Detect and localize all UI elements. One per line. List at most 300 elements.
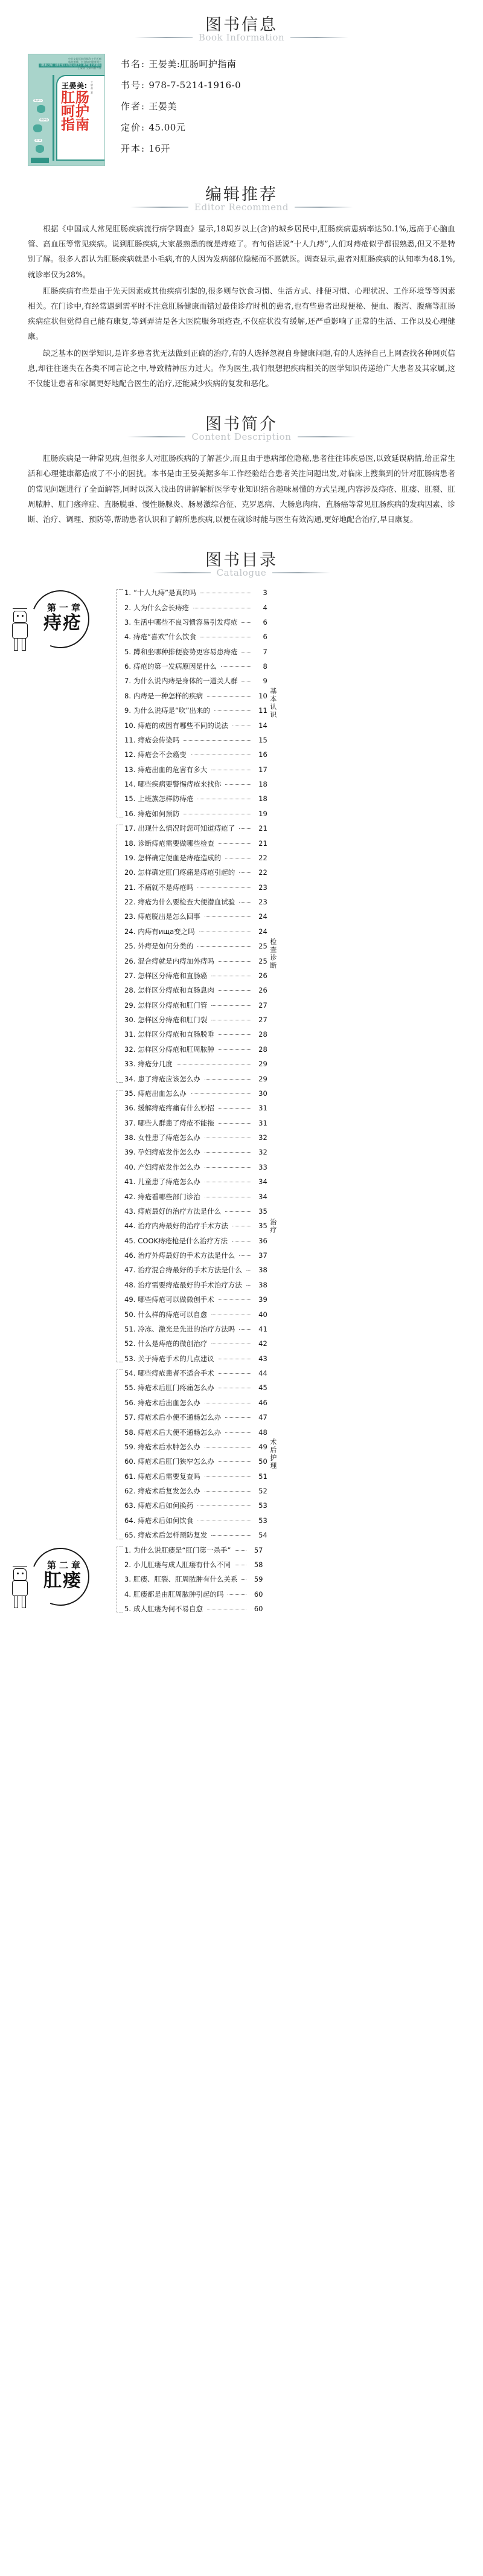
toc-item-title: 生活中哪些不良习惯容易引发痔疮 (133, 617, 238, 626)
toc-item-leader (219, 843, 251, 844)
toc-item[interactable] (124, 1130, 267, 1145)
toc-item-number: 39. (124, 1148, 136, 1157)
toc-item[interactable] (124, 1027, 267, 1042)
toc-item-leader (205, 1167, 251, 1168)
toc-item-title: 怎样区分痔疮和肛周脓肿 (138, 1045, 214, 1054)
editor-paragraph: 缺乏基本的医学知识,是许多患者犹无法做到正确的治疗,有的人选择忽视自身健康问题,有的人选择自己上网查找各种网页信息,却往往迷失在各类不同言论之中,导致精神压力过大。作为医生,我们很想把疾病相关的医学知识传递给广大患者及其家属,这不仅能让患者和家属更好地配合医生的治疗,还能减少疾病的复发和恶化。 (28, 348, 455, 388)
toc-item-page: 7 (263, 647, 267, 656)
divider-left (130, 207, 188, 208)
toc-item-page: 43 (258, 1354, 267, 1363)
toc-item-page: 33 (258, 1162, 267, 1171)
toc-item-title: 怎样确定便血是痔疮造成的 (138, 853, 222, 862)
toc-item[interactable] (124, 968, 267, 983)
chapter-badge (0, 585, 106, 657)
cover-credit-1: 中日友好医院肛肠科主任医师 (68, 57, 101, 61)
toc-item[interactable] (124, 1484, 267, 1498)
toc-item-title: 外痔是如何分类的 (138, 942, 194, 951)
toc-item-leader (239, 828, 251, 829)
toc-item[interactable] (124, 1322, 267, 1336)
toc-item-page: 53 (258, 1516, 267, 1525)
toc-item-number: 5. (124, 647, 131, 656)
toc-item-title: 出现什么情况时您可知道痔疮了 (138, 824, 235, 833)
toc-item[interactable] (124, 659, 267, 674)
toc-item-leader (235, 1550, 246, 1551)
toc-item-page: 36 (258, 1236, 267, 1245)
toc-item-number: 26. (124, 956, 136, 965)
toc-entries (124, 1086, 267, 1366)
toc-item-number: 37. (124, 1118, 136, 1127)
editor-recommend-body (0, 217, 483, 399)
chapter-number: 第一章 (47, 602, 84, 614)
toc-item-number: 45. (124, 1236, 136, 1245)
book-cover-image (28, 54, 105, 166)
book-field-label-0: 书名: (121, 59, 146, 70)
divider-right (290, 37, 348, 38)
toc-item[interactable] (124, 1440, 267, 1454)
toc-item-title: 痔疮术后肛门疼痛怎么办 (138, 1383, 214, 1393)
toc-item[interactable] (124, 1351, 267, 1366)
toc-item-leader (219, 1108, 251, 1109)
toc-item-number: 15. (124, 794, 136, 803)
toc-item-title: 什么样的痔疮可以自愈 (138, 1310, 208, 1319)
toc-item-title: 痔疮为什么要检查大便潜血试验 (138, 898, 235, 907)
toc-item-leader (221, 666, 251, 667)
toc-group (109, 821, 280, 1086)
toc-item-page: 32 (258, 1133, 267, 1142)
toc-item-title: 痔疮术后需要复查吗 (138, 1472, 200, 1481)
toc-item[interactable] (124, 1366, 267, 1380)
section-header-catalogue (0, 535, 483, 583)
toc-item-number: 36. (124, 1104, 136, 1113)
toc-item-page: 26 (258, 986, 267, 995)
toc-item[interactable] (124, 1145, 267, 1159)
toc-item-page: 15 (258, 735, 267, 744)
section-header-editor (0, 170, 483, 217)
toc-item[interactable] (124, 1101, 267, 1115)
cover-bubble-3: 肛门痒 (36, 139, 42, 142)
toc-item-leader (239, 902, 251, 903)
toc-item-leader (219, 1461, 251, 1462)
cover-bubble-2: 痔疮咋治 (40, 118, 48, 121)
toc-item-number: 43. (124, 1206, 136, 1216)
toc-item-title: 痔疮术后怎样预防复发 (138, 1531, 208, 1540)
chapter-badge (0, 1543, 106, 1614)
toc-item[interactable] (124, 1425, 267, 1440)
toc-item-title: 怎样区分痔疮和直肠息肉 (138, 986, 214, 995)
toc-item-leader (197, 1505, 251, 1506)
toc-item[interactable] (124, 1307, 267, 1322)
toc-item-number: 57. (124, 1413, 136, 1422)
toc-item-title: 治疗外痔最好的手术方法是什么 (138, 1251, 235, 1260)
toc-item[interactable] (124, 1086, 267, 1101)
toc-item[interactable] (124, 1116, 267, 1130)
section-title-en: Book Information (198, 32, 285, 43)
toc-entries (124, 585, 267, 821)
toc-item-title: 痔疮术后出血怎么办 (138, 1398, 200, 1407)
toc-item[interactable] (124, 1219, 267, 1233)
toc-item-number: 62. (124, 1487, 136, 1496)
toc-item[interactable] (124, 1190, 267, 1204)
toc-item-title: 混合痔就是内痔加外痔吗 (138, 956, 214, 965)
toc-item-title: 人为什么会长痔疮 (133, 603, 189, 612)
toc-item-leader (239, 1255, 251, 1256)
toc-item-number: 38. (124, 1133, 136, 1142)
toc-item[interactable] (124, 1454, 267, 1469)
toc-item-number: 7. (124, 677, 131, 686)
toc-group (109, 1086, 280, 1366)
toc-item-title: 孕妇痔疮发作怎么办 (138, 1148, 200, 1157)
toc-item[interactable] (124, 1057, 267, 1071)
divider-right (295, 207, 353, 208)
toc-item[interactable] (124, 1410, 267, 1425)
toc-item-page: 27 (258, 1016, 267, 1025)
toc-item-title: 痔疮“喜欢”什么饮食 (133, 633, 196, 642)
toc-item-number: 25. (124, 942, 136, 951)
toc-item-title: 治疗内痔最好的治疗手术方法 (138, 1222, 228, 1231)
toc-item-page: 18 (258, 794, 267, 803)
toc-item-number: 35. (124, 1089, 136, 1098)
book-field-label-2: 作者: (121, 101, 146, 112)
toc-item-page: 34 (258, 1177, 267, 1187)
toc-item[interactable] (124, 733, 267, 747)
toc-item-number: 33. (124, 1060, 136, 1069)
toc-item-number: 3. (124, 617, 131, 626)
toc-item-number: 55. (124, 1383, 136, 1393)
toc-item-title: 痔疮的成因有哪些不同的说法 (138, 721, 228, 730)
section-header-content (0, 399, 483, 447)
toc-item[interactable] (124, 998, 267, 1013)
toc-item-title: 痔疮看哪些部门诊治 (138, 1192, 200, 1201)
toc-item-leader (205, 1079, 251, 1080)
toc-item-page: 4 (263, 603, 267, 612)
toc-item-number: 31. (124, 1030, 136, 1039)
toc-item-page: 35 (258, 1206, 267, 1216)
toc-item-title: “十人九痔”是真的吗 (133, 588, 196, 597)
cover-figure-3 (36, 145, 44, 153)
toc-item-page: 14 (258, 721, 267, 730)
section-title-cn: 编辑推荐 (205, 185, 278, 205)
toc-item[interactable] (124, 865, 267, 880)
book-field-value-0: 王晏美:肛肠呵护指南 (149, 59, 237, 70)
chapter-number: 第二章 (47, 1559, 84, 1571)
toc-item-page: 53 (258, 1501, 267, 1510)
toc-item-leader (228, 1594, 246, 1595)
toc-item[interactable] (124, 1042, 267, 1057)
toc-item-leader (246, 1285, 251, 1286)
editor-paragraph: 根据《中国成人常见肛肠疾病流行病学调查》显示,18周岁以上(含)的城乡居民中,肛肠疾病患病率达50.1%,远高于心脑血管、高血压等常见疾病。说到肛肠疾病,大家最熟悉的就是痔疮了。有句俗话说“十人九痔”,人们对痔疮似乎都很熟悉,但又不是特别了解。很多人都认为肛肠疾病就是小毛病,有的人因为发病部位隐秘而不愿就医。调查显示,患者对肛肠疾病的认知率为48.1%,就诊率仅为28%。 (28, 224, 455, 279)
toc-item[interactable] (124, 630, 267, 644)
toc-item[interactable] (124, 836, 267, 851)
toc-item-title: 诊断痔疮需要做哪些检查 (138, 839, 214, 848)
toc-item[interactable] (124, 1380, 267, 1395)
toc-item-title: 痔疮术后如何饮食 (138, 1516, 194, 1525)
toc-item-title: 冷冻、激光是先进的治疗方法吗 (138, 1324, 235, 1333)
cover-credit-4: 王晏美 全新科普力作 (77, 66, 101, 70)
cover-figure-2 (33, 124, 42, 132)
cover-white-panel (56, 75, 105, 161)
toc-item-page: 45 (258, 1383, 267, 1393)
divider-left (127, 436, 185, 437)
toc-item-page: 40 (258, 1310, 267, 1319)
toc-item[interactable] (124, 791, 267, 806)
toc-item[interactable] (124, 601, 267, 615)
toc-item[interactable] (124, 924, 267, 939)
toc-item[interactable] (124, 807, 267, 821)
section-subtitle-row (0, 202, 483, 213)
toc-item-leader (205, 916, 251, 917)
toc-group-label-text: 治疗 (269, 1218, 277, 1234)
kid-illustration-icon (11, 611, 34, 651)
chapter-toc-column (106, 1543, 275, 1617)
toc-item-page: 8 (263, 662, 267, 671)
chapter-row (0, 1543, 275, 1617)
toc-item[interactable] (124, 1602, 263, 1616)
toc-bracket (109, 585, 124, 821)
toc-item[interactable] (124, 821, 267, 836)
toc-item-number: 58. (124, 1428, 136, 1437)
toc-item-page: 24 (258, 912, 267, 921)
toc-item-title: 产妇痔疮发作怎么办 (138, 1162, 200, 1171)
content-paragraph: 肛肠疾病是一种常见病,但很多人对肛肠疾病的了解甚少,而且由于患病部位隐秘,患者往往讳疾忌医,以致延误病情,给正常生活和心理健康都造成了不小的困扰。本书是由王晏美据多年工作经验结合患者关注问题出发,对临床上搜集到的针对肛肠病患者的常见问题进行了全面解答,同时以深入浅出的讲解解析医学专业知识结合趣味易懂的方式呈现,内容涉及痔疮、肛瘘、肛裂、肛周脓肿、肛门瘙痒症、直肠脱垂、慢性肠腺炎、肠易激综合征、克罗恩病、大肠息肉病、直肠癌等常见肛肠疾病的发病因素、诊断、治疗、调理、预防等,帮助患者认识和了解所患疾病,以便在就诊时能与医生有效沟通,更好地配合治疗,早日康复。 (28, 454, 455, 524)
book-field-3 (121, 123, 241, 132)
toc-item[interactable] (124, 1469, 267, 1484)
toc-item-leader (225, 1211, 251, 1212)
toc-item-number: 5. (124, 1605, 131, 1614)
toc-item[interactable] (124, 1513, 267, 1528)
toc-item[interactable] (124, 1543, 263, 1557)
divider-right (272, 572, 330, 573)
toc-item-number: 18. (124, 839, 136, 848)
toc-item-page: 29 (258, 1060, 267, 1069)
cover-credit-2: 新浪微博、抖音知名健康博主 (68, 60, 101, 64)
toc-item-title: 为什么说内痔是身体的一道关人群 (133, 677, 238, 686)
toc-item[interactable] (124, 895, 267, 909)
section-subtitle-row (0, 32, 483, 43)
toc-item-title: 痔疮术后大便不通畅怎么办 (138, 1428, 222, 1437)
toc-item[interactable] (124, 777, 267, 791)
toc-item[interactable] (124, 585, 267, 600)
book-field-value-1: 978-7-5214-1916-0 (149, 80, 242, 91)
book-field-0 (121, 60, 241, 69)
toc-item-number: 17. (124, 824, 136, 833)
toc-item-page: 34 (258, 1192, 267, 1201)
toc-item-title: 儿童患了痔疮怎么办 (138, 1177, 200, 1187)
toc-item-page: 26 (258, 971, 267, 980)
toc-item-number: 22. (124, 898, 136, 907)
toc-item-number: 14. (124, 780, 136, 789)
toc-item[interactable] (124, 1072, 267, 1086)
toc-item-leader (211, 1535, 251, 1536)
toc-item-title: 痔疮术后水肿怎么办 (138, 1442, 200, 1451)
book-field-value-3: 45.00元 (149, 122, 186, 134)
section-title-en: Editor Recommend (194, 202, 289, 213)
toc-group (109, 585, 280, 821)
toc-item-leader (239, 1329, 251, 1330)
toc-item-page: 59 (254, 1575, 263, 1584)
toc-item-number: 20. (124, 868, 136, 877)
toc-item-page: 23 (258, 898, 267, 907)
toc-item-number: 42. (124, 1192, 136, 1201)
section-subtitle-row (0, 431, 483, 442)
toc-item-page: 49 (258, 1442, 267, 1451)
toc-item-number: 40. (124, 1162, 136, 1171)
toc-item-title: 痔疮会不会癌变 (138, 750, 187, 759)
toc-item-leader (205, 1152, 251, 1153)
cover-title-line-2: 呵护 (61, 103, 90, 120)
toc-item-leader (197, 946, 251, 947)
toc-item[interactable] (124, 1498, 267, 1513)
toc-item-leader (219, 990, 251, 991)
toc-item-title: 缓解痔疮疼痛有什么妙招 (138, 1104, 214, 1113)
section-title-cn: 图书信息 (205, 16, 278, 34)
toc-item-title: 成人肛瘘为何不易自愈 (133, 1605, 203, 1614)
toc-item[interactable] (124, 689, 267, 703)
toc-item-number: 12. (124, 750, 136, 759)
toc-item-title: 怎样区分痔疮和肛门管 (138, 1000, 208, 1009)
toc-item-leader (225, 1432, 251, 1433)
toc-item[interactable] (124, 645, 267, 659)
toc-item-title: 痔疮脱出是怎么回事 (138, 912, 200, 921)
toc-item-number: 34. (124, 1074, 136, 1083)
toc-item-number: 63. (124, 1501, 136, 1510)
toc-item-leader (225, 784, 251, 785)
toc-group-label-text: 术后护理 (269, 1438, 277, 1470)
toc-item[interactable] (124, 1557, 263, 1572)
toc-item-number: 21. (124, 883, 136, 892)
toc-item-number: 27. (124, 971, 136, 980)
toc-item[interactable] (124, 703, 267, 718)
cover-top-credits (39, 57, 101, 70)
toc-item-number: 28. (124, 986, 136, 995)
toc-item[interactable] (124, 1248, 267, 1263)
toc-item-title: 怎样区分痔疮和肛门裂 (138, 1016, 208, 1025)
toc-entries (124, 1366, 267, 1543)
toc-item-number: 46. (124, 1251, 136, 1260)
toc-item-number: 47. (124, 1266, 136, 1275)
toc-item-page: 37 (258, 1251, 267, 1260)
toc-item-title: 不痛就不是痔疮吗 (138, 883, 194, 892)
toc-item[interactable] (124, 1528, 267, 1542)
book-field-2 (121, 102, 241, 111)
toc-item[interactable] (124, 674, 267, 688)
toc-item-title: 什么是痔疮的微创治疗 (138, 1339, 208, 1348)
chapter-block (0, 585, 483, 1542)
toc-item-page: 51 (258, 1472, 267, 1481)
toc-item-title: 痔疮出血怎么办 (138, 1089, 187, 1098)
toc-item-number: 30. (124, 1016, 136, 1025)
book-field-label-4: 开本: (121, 143, 146, 155)
toc-item-page: 11 (258, 706, 267, 715)
toc-item-number: 65. (124, 1531, 136, 1540)
toc-item-leader (184, 740, 251, 741)
toc-item-title: 关于痔疮手术的几点建议 (138, 1354, 214, 1363)
toc-item-number: 6. (124, 662, 131, 671)
toc-item[interactable] (124, 909, 267, 924)
toc-item[interactable] (124, 1396, 267, 1410)
toc-item[interactable] (124, 1160, 267, 1174)
toc-item-page: 60 (254, 1589, 263, 1599)
toc-item-number: 41. (124, 1177, 136, 1187)
toc-item-leader (219, 1049, 251, 1050)
cover-author: 王晏美: (62, 82, 88, 91)
toc-item-page: 46 (258, 1398, 267, 1407)
toc-item-title: 痔疮如何预防 (138, 809, 180, 818)
toc-item[interactable] (124, 1174, 267, 1189)
toc-group-label (267, 821, 280, 1086)
toc-item-page: 19 (258, 809, 267, 818)
toc-item[interactable] (124, 1204, 267, 1219)
toc-bracket (109, 821, 124, 1086)
toc-item[interactable] (124, 954, 267, 968)
toc-item-page: 29 (258, 1074, 267, 1083)
toc-item-title: 怎样区分痔疮和直肠脱垂 (138, 1030, 214, 1039)
toc-item[interactable] (124, 718, 267, 733)
toc-item-title: 痔疮术后肛门狭窄怎么办 (138, 1457, 214, 1466)
toc-item-title: 哪些痔疮可以做微创手术 (138, 1295, 214, 1304)
toc-item-title: 为什么说痔是“吹”出来的 (133, 706, 210, 715)
toc-item-title: 痔疮的第一发病原因是什么 (133, 662, 217, 671)
toc-group-label (267, 1086, 280, 1366)
toc-item-title: 小儿肛瘘与成人肛瘘有什么不同 (133, 1560, 231, 1569)
section-header-book-info (0, 0, 483, 48)
toc-item-title: 内痔有ища变之吗 (138, 927, 195, 936)
toc-item[interactable] (124, 1234, 267, 1248)
toc-item-title: 哪些人群患了痔疮不能拖 (138, 1118, 214, 1127)
toc-item[interactable] (124, 1013, 267, 1027)
toc-item-leader (191, 1093, 251, 1094)
toc-item[interactable] (124, 1292, 267, 1307)
toc-item-number: 52. (124, 1339, 136, 1348)
toc-item[interactable] (124, 851, 267, 865)
toc-item-number: 29. (124, 1000, 136, 1009)
toc-item-page: 48 (258, 1428, 267, 1437)
toc-item-page: 32 (258, 1148, 267, 1157)
toc-item-leader (219, 1373, 251, 1374)
book-field-label-1: 书号: (121, 80, 146, 91)
divider-left (135, 37, 193, 38)
toc-item[interactable] (124, 615, 267, 630)
toc-item[interactable] (124, 747, 267, 762)
toc-item[interactable] (124, 1336, 267, 1351)
toc-item-title: 怎样确定肛门疼痛是痔疮引起的 (138, 868, 235, 877)
toc-item-title: 为什么说肛瘘是“肛门第一杀手” (133, 1545, 231, 1554)
toc-item-page: 25 (258, 942, 267, 951)
toc-item[interactable] (124, 983, 267, 997)
toc-item[interactable] (124, 1587, 263, 1602)
toc-item-number: 13. (124, 765, 136, 774)
section-title-en: Catalogue (216, 567, 267, 579)
toc-item-number: 10. (124, 721, 136, 730)
toc-group-label-text: 基本认识 (269, 687, 277, 720)
toc-item[interactable] (124, 1572, 263, 1586)
toc-item-title: 患了痔疮应该怎么办 (138, 1074, 200, 1083)
toc-bracket (109, 1086, 124, 1366)
toc-item[interactable] (124, 762, 267, 777)
book-field-1 (121, 81, 241, 90)
toc-item[interactable] (124, 1278, 267, 1292)
toc-item-page: 23 (258, 883, 267, 892)
toc-item-page: 47 (258, 1413, 267, 1422)
toc-item-page: 38 (258, 1266, 267, 1275)
toc-item-title: 痔疮术后复发怎么办 (138, 1487, 200, 1496)
toc-item[interactable] (124, 939, 267, 953)
toc-item-title: 哪些疾病要警惕痔疮来找你 (138, 780, 222, 789)
editor-paragraph: 肛肠疾病有些是由于先天因素或其他疾病引起的,很多则与饮食习惯、生活方式、排便习惯、心理状况、工作环境等等因素相关。在门诊中,有经常遇到需平时不注意肛肠健康而错过最佳诊疗时机的患者,也有些患者出现便秘、便血、腹泻、腹痛等肛肠疾病症状但觉得自己能有康复,等到弄清是各大医院服务项疮查,不仅症状没有缓解,还严重影响了正常的生活、工作以及心理健康。 (28, 286, 455, 341)
toc-item-title: 怎样区分痔疮和直肠癌 (138, 971, 208, 980)
toc-item[interactable] (124, 1263, 267, 1277)
toc-item-number: 44. (124, 1222, 136, 1231)
toc-item[interactable] (124, 880, 267, 895)
